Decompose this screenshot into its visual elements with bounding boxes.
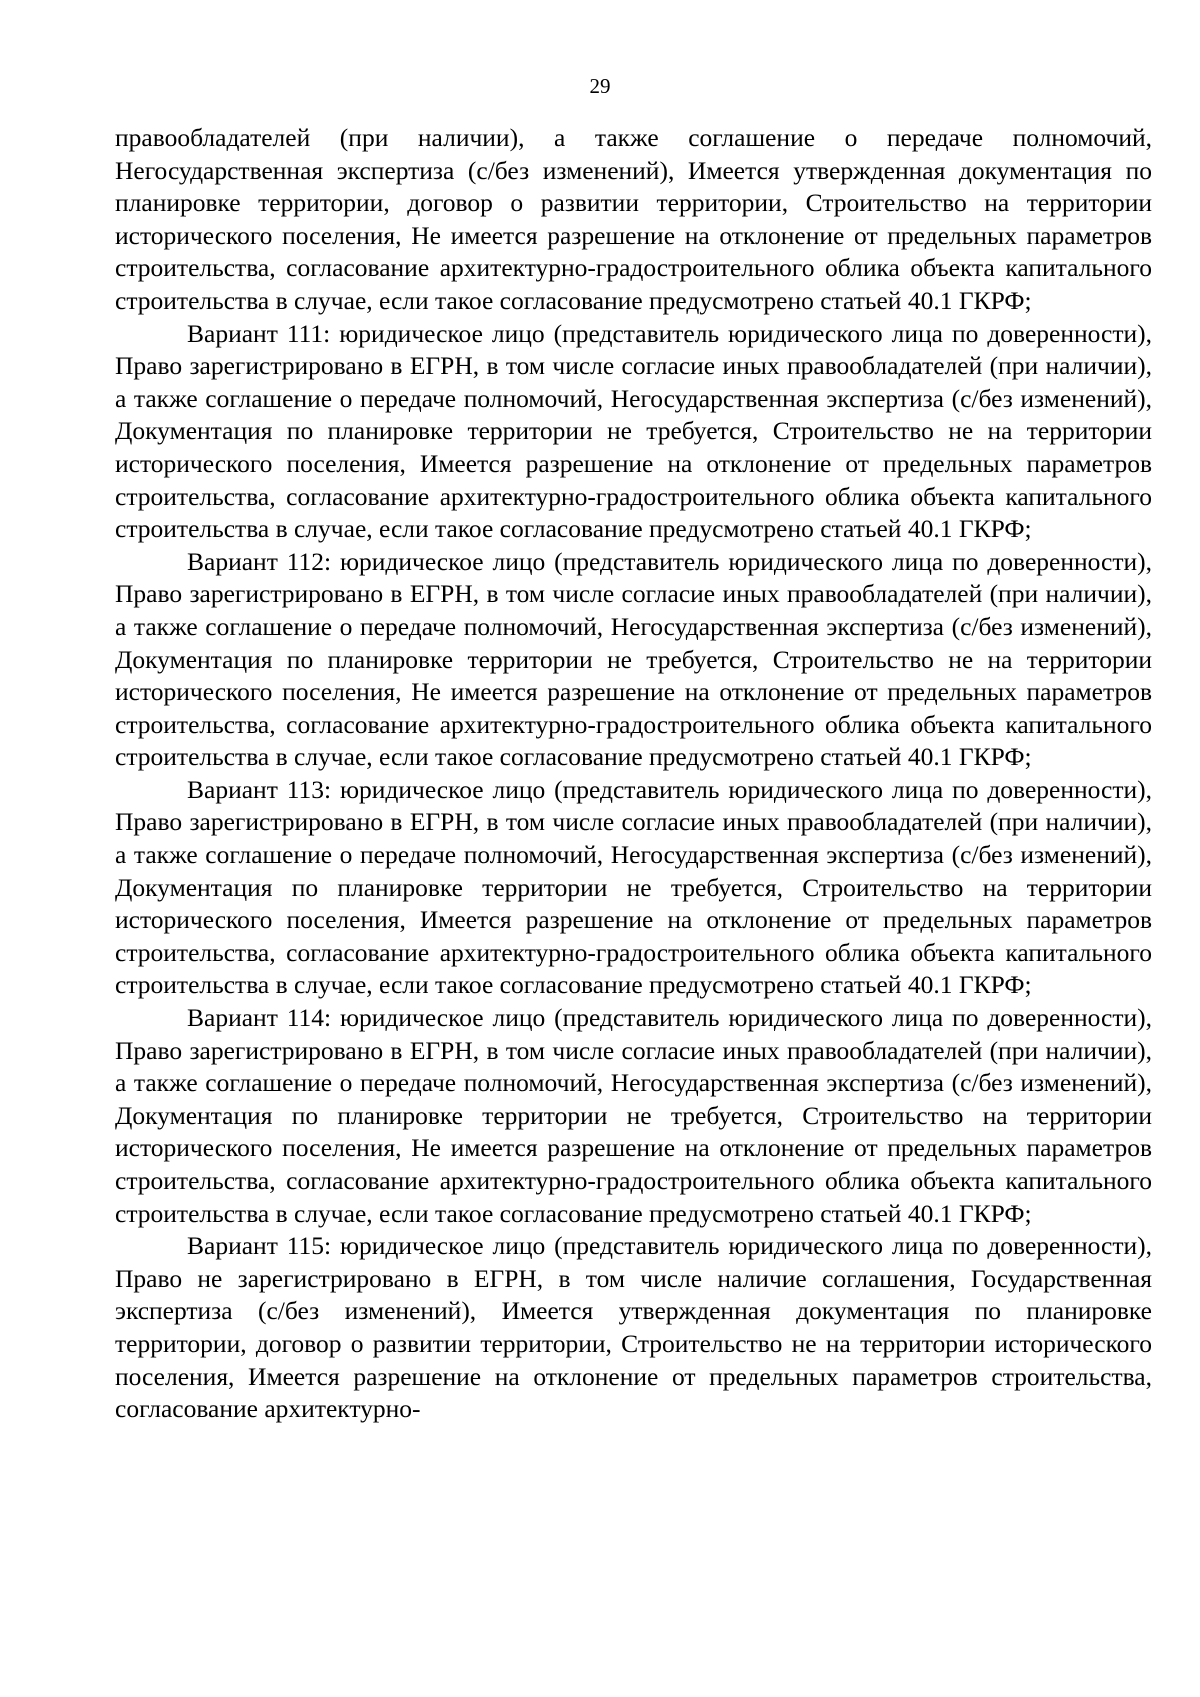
document-body	[115, 122, 1152, 1426]
paragraph-variant-115: Вариант 115: юридическое лицо (представитель юридического лица по доверенности), Право не зарегистрировано в ЕГРН, в том числе наличие соглашения, Государственная экспертиза (с/без изменений), Имеется утвержденная документация по планировке территории, договор о развитии территории, Строительство не на территории исторического поселения, Имеется разрешение на отклонение от предельных параметров строительства, согласование архитектурно-	[115, 1231, 1152, 1424]
paragraph-variant-112: Вариант 112: юридическое лицо (представитель юридического лица по доверенности), Право зарегистрировано в ЕГРН, в том числе согласие иных правообладателей (при наличии), а также соглашение о передаче полномочий, Негосударственная экспертиза (с/без изменений), Документация по планировке территории не требуется, Строительство не на территории исторического поселения, Не имеется разрешение на отклонение от предельных параметров строительства, согласование архитектурно-градостроительного облика объекта капитального строительства в случае, если такое согласование предусмотрено статьей 40.1 ГКРФ;	[115, 546, 1152, 772]
paragraph-variant-111: Вариант 111: юридическое лицо (представитель юридического лица по доверенности), Право зарегистрировано в ЕГРН, в том числе согласие иных правообладателей (при наличии), а также соглашение о передаче полномочий, Негосударственная экспертиза (с/без изменений), Документация по планировке территории не требуется, Строительство не на территории исторического поселения, Имеется разрешение на отклонение от предельных параметров строительства, согласование архитектурно-градостроительного облика объекта капитального строительства в случае, если такое согласование предусмотрено статьей 40.1 ГКРФ;	[115, 318, 1152, 544]
page-number: 29	[589, 74, 611, 98]
paragraph-variant-113: Вариант 113: юридическое лицо (представитель юридического лица по доверенности), Право зарегистрировано в ЕГРН, в том числе согласие иных правообладателей (при наличии), а также соглашение о передаче полномочий, Негосударственная экспертиза (с/без изменений), Документация по планировке территории не требуется, Строительство на территории исторического поселения, Имеется разрешение на отклонение от предельных параметров строительства, согласование архитектурно-градостроительного облика объекта капитального строительства в случае, если такое согласование предусмотрено статьей 40.1 ГКРФ;	[115, 774, 1152, 1000]
paragraph-variant-114: Вариант 114: юридическое лицо (представитель юридического лица по доверенности), Право зарегистрировано в ЕГРН, в том числе согласие иных правообладателей (при наличии), а также соглашение о передаче полномочий, Негосударственная экспертиза (с/без изменений), Документация по планировке территории не требуется, Строительство на территории исторического поселения, Не имеется разрешение на отклонение от предельных параметров строительства, согласование архитектурно-градостроительного облика объекта капитального строительства в случае, если такое согласование предусмотрено статьей 40.1 ГКРФ;	[115, 1003, 1152, 1228]
paragraph-continuation: правообладателей (при наличии), а также соглашение о передаче полномочий, Негосударственная экспертиза (с/без изменений), Имеется утвержденная документация по планировке территории, договор о развитии территории, Строительство на территории исторического поселения, Не имеется разрешение на отклонение от предельных параметров строительства, согласование архитектурно-градостроительного облика объекта капитального строительства в случае, если такое согласование предусмотрено статьей 40.1 ГКРФ;	[115, 123, 1152, 315]
